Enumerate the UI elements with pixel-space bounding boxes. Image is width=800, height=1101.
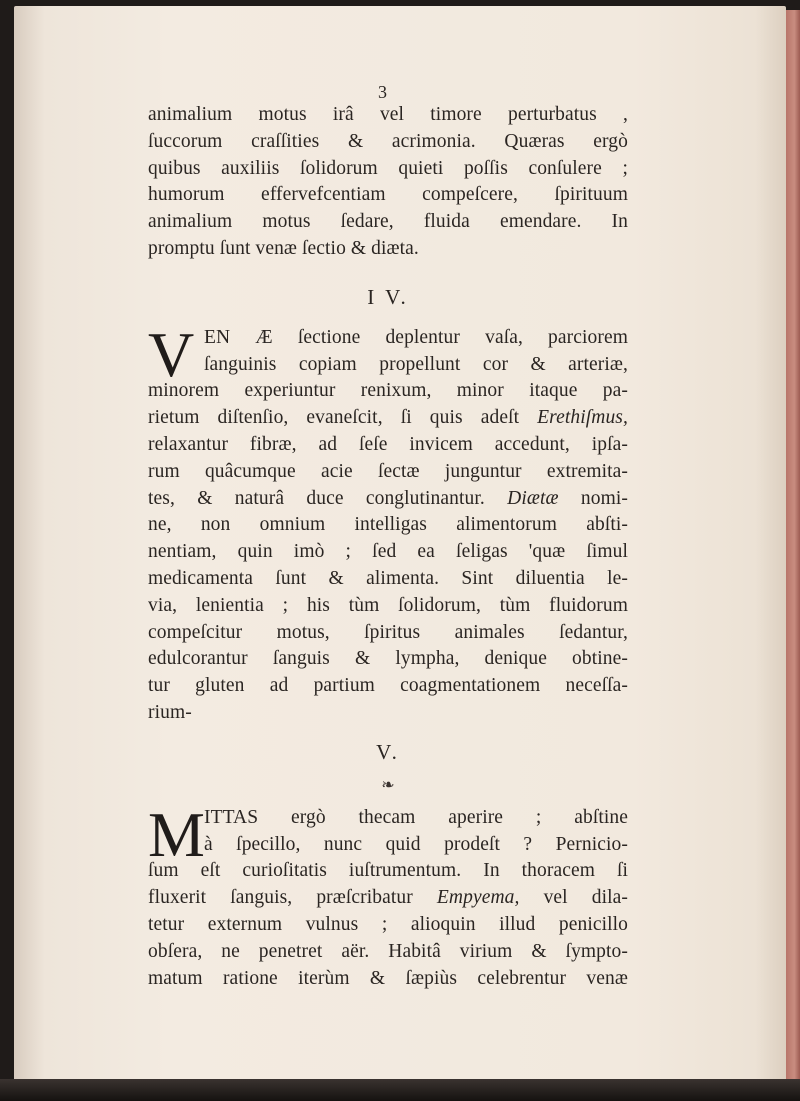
text-line: animalium motus irâ vel timore perturbatus , [148, 104, 628, 125]
text-line: edulcorantur ſanguis & lympha, denique obtine- [148, 648, 628, 670]
text-line: animalium motus ſedare, fluida emendare. In [148, 211, 628, 233]
text-line: ſanguinis copiam propellunt cor & arteriæ, [204, 353, 628, 375]
text-line [148, 885, 628, 912]
text-line: promptu ſunt venæ ſectio & diæta. [148, 237, 419, 259]
drop-cap: V [148, 318, 195, 390]
italic-term: Erethiſmus, [537, 407, 628, 429]
text-line: relaxantur fibræ, ad ſeſe invicem accedunt, ipſa- [148, 433, 628, 455]
text-line: compeſcitur motus, ſpiritus animales ſedantur, [148, 621, 628, 643]
text-line: ſuccorum craſſities & acrimonia. Quæras ergò [148, 130, 628, 152]
page-number: 3 [378, 82, 387, 102]
text-line: matum ratione iterùm & ſæpiùs celebrentur venæ [148, 967, 628, 989]
text-segment: vel dila- [543, 887, 628, 909]
text-line: tetur externum vulnus ; alioquin illud penicillo [148, 913, 628, 935]
text-line: quibus auxiliis ſolidorum quieti poſſis conſulere ; [148, 157, 628, 179]
text-line: minorem experiuntur renixum, minor itaque pa- [148, 380, 628, 402]
text-line: rum quâcumque acie ſectæ junguntur extremita- [148, 460, 628, 482]
section-iv-paragraph [148, 318, 628, 727]
section-heading-v: V. [376, 739, 400, 764]
text-line [148, 486, 628, 513]
text-line: EN Æ ſectione deplentur vaſa, parciorem [204, 326, 628, 348]
text-segment: rietum diſtenſio, evaneſcit, ſi quis adeſt [148, 407, 520, 429]
italic-term: Diætæ [507, 487, 559, 509]
text-line: nentiam, quin imò ; ſed ea ſeligas 'quæ ſimul [148, 541, 628, 563]
text-column [148, 76, 628, 992]
text-line: rium- [148, 701, 192, 723]
text-line: obſera, ne penetret aër. Habitâ virium & ſympto- [148, 940, 628, 962]
text-line: humorum effervefcentiam compeſcere, ſpirituum [148, 184, 628, 206]
drop-cap: M [148, 798, 206, 870]
text-line: ITTAS ergò thecam aperire ; abſtine [204, 806, 628, 828]
italic-term: Empyema, [436, 887, 520, 909]
section-v-paragraph [148, 798, 628, 993]
text-line: via, lenientia ; his tùm ſolidorum, tùm fluidorum [148, 594, 628, 616]
text-line: ſum eſt curioſitatis iuſtrumentum. In thoracem ſi [148, 860, 628, 882]
text-line: tur gluten ad partium coagmentationem neceſſa- [148, 675, 628, 697]
text-segment: tes, & naturâ duce conglutinantur. [148, 487, 485, 509]
ornament-icon: ❧ [381, 776, 395, 794]
text-line: à ſpecillo, nunc quid prodeſt ? Pernicio- [204, 833, 628, 855]
text-line: medicamenta ſunt & alimenta. Sint diluentia le- [148, 567, 628, 589]
text-segment: nomi- [580, 487, 628, 509]
bottom-edge [0, 1079, 800, 1101]
text-line: ne, non omnium intelligas alimentorum abſti- [148, 514, 628, 536]
text-segment: fluxerit ſanguis, præſcribatur [148, 887, 413, 909]
page-edge [786, 10, 800, 1090]
section-heading-iv: I V. [367, 284, 409, 309]
text-line [148, 405, 628, 432]
